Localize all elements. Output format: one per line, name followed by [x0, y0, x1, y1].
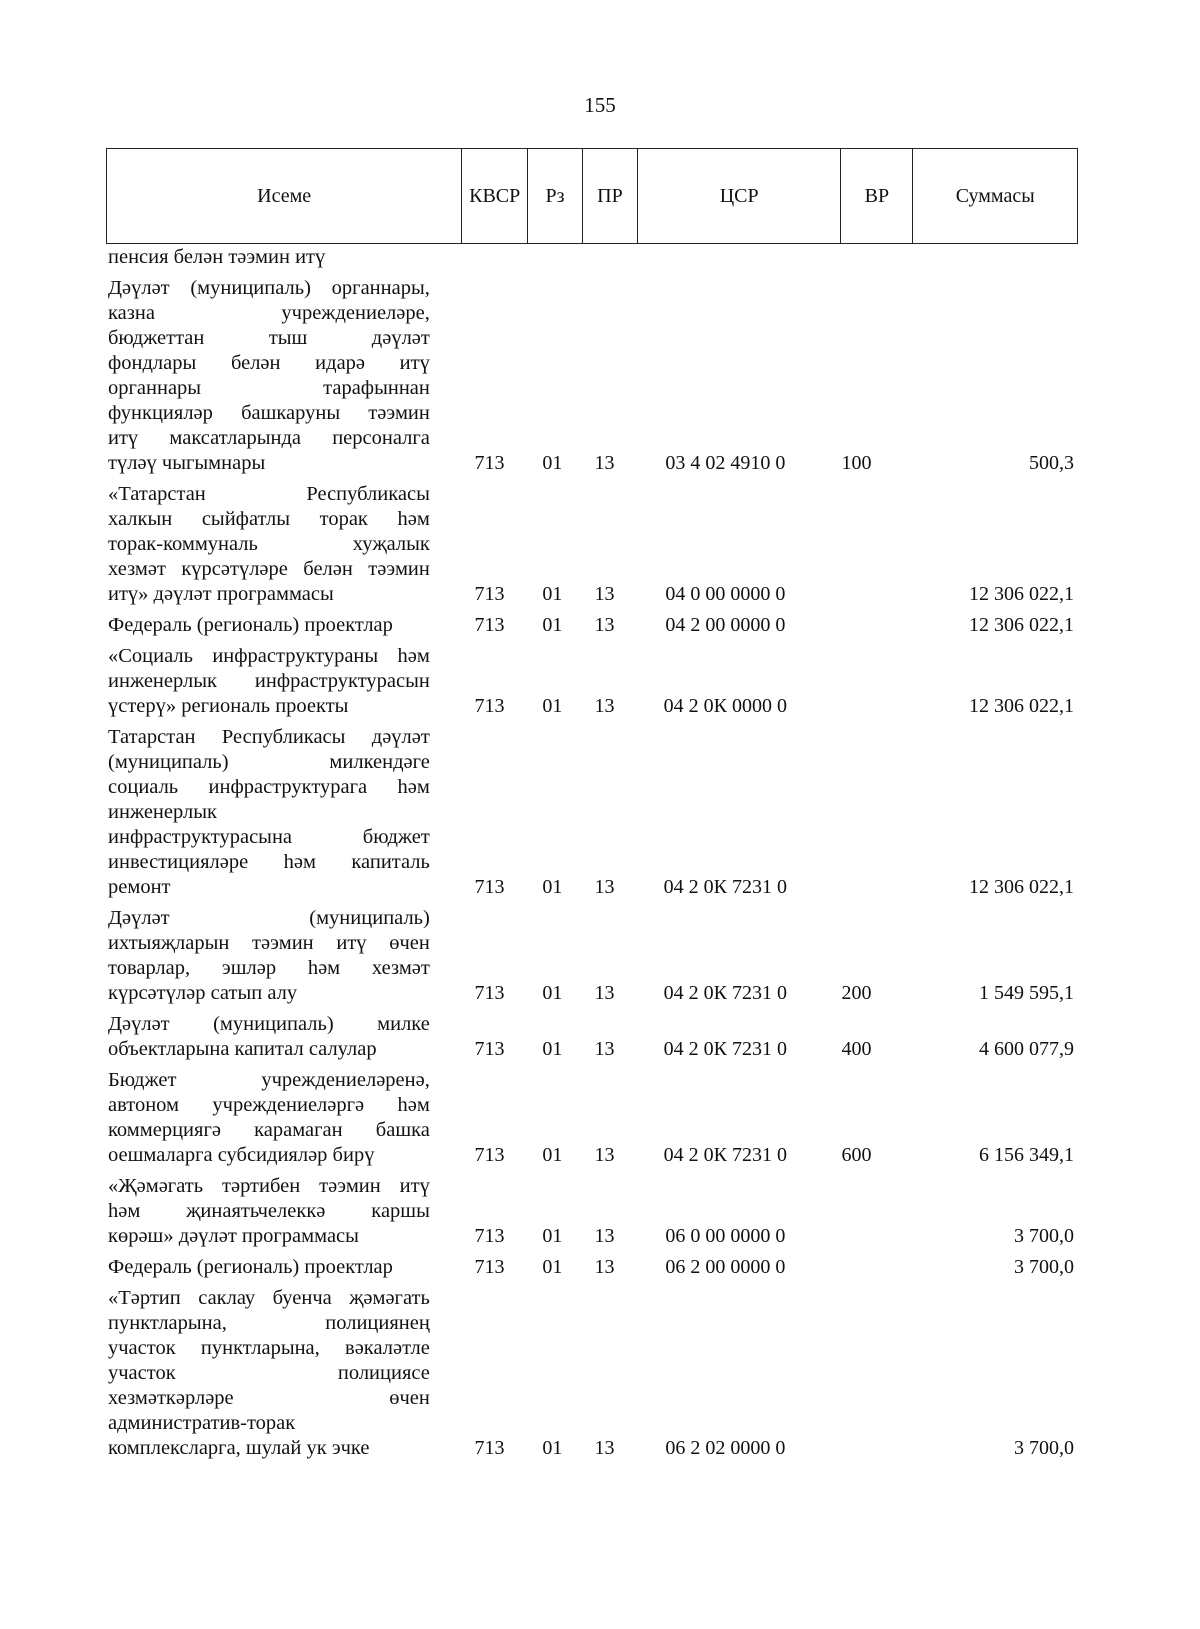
row-name-line: көрәш» дәүләт программасы — [108, 1225, 359, 1247]
row-name-line: Бюджет учреждениеләренә, — [108, 1069, 430, 1091]
row-sum: 4 600 077,9 — [979, 1038, 1074, 1060]
header-sum: Суммасы — [955, 184, 1035, 207]
row-csr: 06 2 02 0000 0 — [665, 1437, 786, 1459]
row-name-line: товарлар, эшләр һәм хезмәт — [108, 957, 430, 979]
row-name-line: социаль инфраструктурага һәм — [108, 776, 430, 798]
header-kvsr: КВСР — [462, 149, 528, 243]
row-pr: 13 — [594, 1038, 615, 1060]
header-vr: ВР — [841, 149, 913, 243]
row-rz: 01 — [542, 1038, 563, 1060]
row-csr: 04 2 0К 7231 0 — [663, 876, 787, 898]
row-vr: 400 — [841, 1038, 872, 1060]
row-name-line: үстерү» региональ проекты — [108, 695, 349, 717]
row-pr: 13 — [594, 876, 615, 898]
row-name-line: бюджеттан тыш дәүләт — [108, 327, 430, 349]
table-row — [106, 725, 1078, 900]
row-rz: 01 — [542, 1225, 563, 1247]
table-row — [106, 613, 1078, 638]
row-name-line: Федераль (региональ) проектлар — [108, 1256, 393, 1278]
row-pr: 13 — [594, 1144, 615, 1166]
row-csr: 03 4 02 4910 0 — [665, 452, 786, 474]
row-csr: 04 2 0К 7231 0 — [663, 982, 787, 1004]
row-kvsr: 713 — [474, 1038, 505, 1060]
table-row — [106, 1174, 1078, 1249]
table-row — [106, 245, 1078, 270]
row-name-line: «Тәртип саклау буенча җәмәгать — [108, 1287, 430, 1309]
row-csr: 04 2 00 0000 0 — [665, 614, 786, 636]
row-name-line: Дәүләт (муниципаль) органнары, — [108, 277, 430, 299]
row-name — [106, 1068, 430, 1168]
row-name — [106, 644, 430, 719]
row-name — [106, 1255, 430, 1280]
row-name-line: оешмаларга субсидияләр бирү — [108, 1144, 375, 1166]
row-name-line: итү максатларында персоналга — [108, 427, 430, 449]
row-sum: 3 700,0 — [1014, 1256, 1074, 1278]
row-name-line: казна учреждениеләре, — [108, 302, 430, 324]
table-row — [106, 1012, 1078, 1062]
row-name — [106, 1286, 430, 1461]
row-name-line: Татарстан Республикасы дәүләт — [108, 726, 430, 748]
row-vr: 200 — [841, 982, 872, 1004]
row-pr: 13 — [594, 982, 615, 1004]
table-row — [106, 482, 1078, 607]
row-sum: 6 156 349,1 — [979, 1144, 1074, 1166]
row-name — [106, 276, 430, 476]
row-sum: 12 306 022,1 — [969, 614, 1074, 636]
row-name-line: объектларына капитал салулар — [108, 1038, 377, 1060]
row-name-line: участок полициясе — [108, 1362, 430, 1384]
row-rz: 01 — [542, 695, 563, 717]
row-name-line: (муниципаль) милкендәге — [108, 751, 430, 773]
row-vr: 100 — [841, 452, 872, 474]
table-row — [106, 906, 1078, 1006]
row-name — [106, 906, 430, 1006]
row-rz: 01 — [542, 1256, 563, 1278]
row-name-line: «Җәмәгать тәртибен тәэмин итү — [108, 1175, 430, 1197]
row-name-line: функцияләр башкаруны тәэмин — [108, 402, 430, 424]
row-name-line: административ-торак — [108, 1412, 296, 1434]
row-csr: 04 0 00 0000 0 — [665, 583, 786, 605]
row-vr: 600 — [841, 1144, 872, 1166]
row-name-line: ихтыяҗларын тәэмин итү өчен — [108, 932, 430, 954]
row-name-line: торак-коммуналь хуҗалык — [108, 533, 430, 555]
row-name-line: органнары тарафыннан — [108, 377, 430, 399]
row-name-line: фондлары белән идарә итү — [108, 352, 430, 374]
table-row — [106, 644, 1078, 719]
table-row — [106, 1068, 1078, 1168]
row-name-line: Дәүләт (муниципаль) — [108, 907, 430, 929]
table-row — [106, 1255, 1078, 1280]
page-number: 155 — [584, 93, 616, 117]
row-pr: 13 — [594, 1225, 615, 1247]
row-name-line: хезмәт күрсәтүләре белән тәэмин — [108, 558, 430, 580]
row-rz: 01 — [542, 982, 563, 1004]
row-name-line: Дәүләт (муниципаль) милке — [108, 1013, 430, 1035]
row-rz: 01 — [542, 614, 563, 636]
row-sum: 3 700,0 — [1014, 1225, 1074, 1247]
row-csr: 06 2 00 0000 0 — [665, 1256, 786, 1278]
row-sum: 3 700,0 — [1014, 1437, 1074, 1459]
row-sum: 12 306 022,1 — [969, 876, 1074, 898]
row-name-line: инвестицияләре һәм капиталь — [108, 851, 430, 873]
row-name-line: итү» дәүләт программасы — [108, 583, 334, 605]
row-name — [106, 482, 430, 607]
row-csr: 04 2 0К 0000 0 — [663, 695, 787, 717]
row-name — [106, 613, 430, 638]
row-rz: 01 — [542, 1144, 563, 1166]
row-name-line: пенсия белән тәэмин итү — [108, 246, 326, 268]
row-sum: 12 306 022,1 — [969, 695, 1074, 717]
row-name-line: инфраструктурасына бюджет — [108, 826, 430, 848]
row-pr: 13 — [594, 1256, 615, 1278]
row-kvsr: 713 — [474, 1144, 505, 1166]
row-sum: 1 549 595,1 — [979, 982, 1074, 1004]
row-name-line: инженерлык инфраструктурасын — [108, 670, 430, 692]
table-header — [106, 148, 1078, 244]
row-sum: 12 306 022,1 — [969, 583, 1074, 605]
budget-table — [106, 148, 1078, 1467]
row-kvsr: 713 — [474, 614, 505, 636]
row-name-line: участок пунктларына, вәкаләтле — [108, 1337, 430, 1359]
row-name-line: ремонт — [108, 876, 171, 898]
row-name-line: хезмәткәрләре өчен — [108, 1387, 430, 1409]
row-name-line: һәм җинаятьчелеккә каршы — [108, 1200, 430, 1222]
row-name-line: түләү чыгымнары — [108, 452, 266, 474]
row-name-line: коммерциягә карамаган башка — [108, 1119, 430, 1141]
row-kvsr: 713 — [474, 876, 505, 898]
row-name-line: автоном учреждениеләргә һәм — [108, 1094, 430, 1116]
row-name-line: пунктларына, полициянең — [108, 1312, 430, 1334]
row-rz: 01 — [542, 452, 563, 474]
row-rz: 01 — [542, 1437, 563, 1459]
row-pr: 13 — [594, 1437, 615, 1459]
row-csr: 04 2 0К 7231 0 — [663, 1144, 787, 1166]
row-pr: 13 — [594, 695, 615, 717]
row-pr: 13 — [594, 614, 615, 636]
row-name-line: «Социаль инфраструктураны һәм — [108, 645, 430, 667]
row-kvsr: 713 — [474, 982, 505, 1004]
row-csr: 06 0 00 0000 0 — [665, 1225, 786, 1247]
header-pr: ПР — [583, 149, 638, 243]
table-row — [106, 276, 1078, 476]
row-rz: 01 — [542, 583, 563, 605]
row-kvsr: 713 — [474, 695, 505, 717]
table-row — [106, 1286, 1078, 1461]
row-kvsr: 713 — [474, 1437, 505, 1459]
header-rz: Рз — [528, 149, 583, 243]
row-pr: 13 — [594, 583, 615, 605]
row-name — [106, 725, 430, 900]
row-rz: 01 — [542, 876, 563, 898]
row-name-line: инженерлык — [108, 801, 217, 823]
row-kvsr: 713 — [474, 583, 505, 605]
row-name — [106, 1012, 430, 1062]
row-csr: 04 2 0К 7231 0 — [663, 1038, 787, 1060]
row-kvsr: 713 — [474, 452, 505, 474]
row-name-line: күрсәтүләр сатып алу — [108, 982, 298, 1004]
row-kvsr: 713 — [474, 1256, 505, 1278]
row-pr: 13 — [594, 452, 615, 474]
row-kvsr: 713 — [474, 1225, 505, 1247]
row-name — [106, 245, 430, 270]
row-name-line: комплексларга, шулай ук эчке — [108, 1437, 370, 1459]
row-name-line: Федераль (региональ) проектлар — [108, 614, 393, 636]
row-name — [106, 1174, 430, 1249]
header-csr: ЦСР — [638, 149, 842, 243]
row-name-line: «Татарстан Республикасы — [108, 483, 430, 505]
row-sum: 500,3 — [1029, 452, 1074, 474]
table-body — [106, 245, 1078, 1461]
row-name-line: халкын сыйфатлы торак һәм — [108, 508, 430, 530]
header-name: Исеме — [107, 149, 462, 243]
